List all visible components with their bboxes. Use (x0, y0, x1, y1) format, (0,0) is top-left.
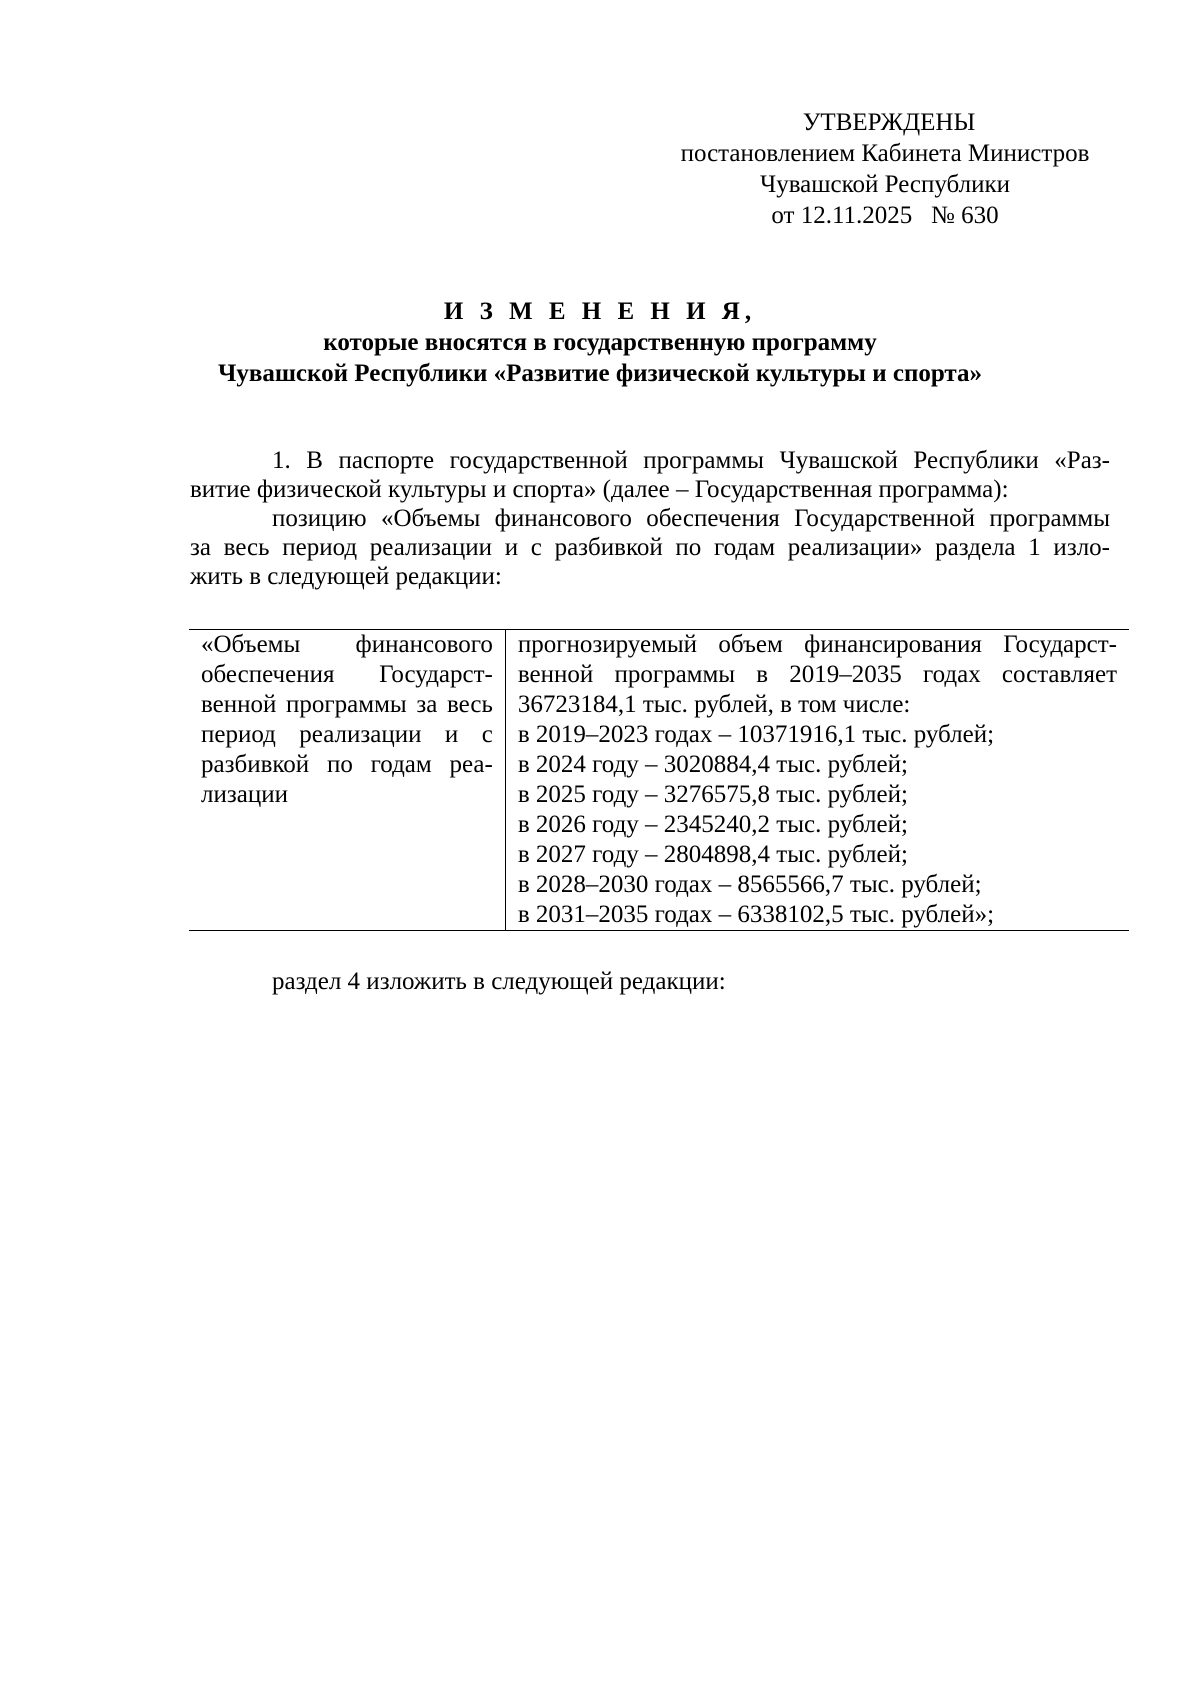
heading-subtitle-2: Чувашской Республики «Развитие физической культуры и спорта» (217, 360, 983, 387)
right-line: в 2026 году – 2345240,2 тыс. рублей; (517, 811, 908, 838)
left-line: «Объемы финансового (201, 631, 493, 658)
approval-title: УТВЕРЖДЕНЫ (802, 109, 976, 136)
paragraph-2-line-2: за весь период реализации и с разбивкой по годам реализации» раздела 1 изло- (190, 534, 1110, 561)
approval-line-1: постановлением Кабинета Министров (680, 140, 1090, 167)
table-row (189, 630, 1129, 931)
right-line: 36723184,1 тыс. рублей, в том числе: (517, 691, 911, 718)
right-line: в 2024 году – 3020884,4 тыс. рублей; (517, 751, 908, 778)
approval-date-number: от 12.11.2025 № 630 (771, 202, 999, 229)
closing-paragraph: раздел 4 изложить в следующей редакции: (272, 968, 726, 995)
paragraph-1-line-2: витие физической культуры и спорта» (далее – Государственная программа): (190, 476, 1009, 503)
paragraph-2 (190, 504, 1110, 591)
financing-table (189, 629, 1129, 931)
paragraph-1 (190, 446, 1110, 504)
left-line: разбивкой по годам реа- (201, 751, 493, 778)
table-right-cell (505, 630, 1129, 931)
right-line: в 2027 году – 2804898,4 тыс. рублей; (517, 841, 908, 868)
left-line: лизации (201, 781, 288, 808)
right-line: в 2019–2023 годах – 10371916,1 тыс. рублей; (517, 721, 995, 748)
right-line: в 2028–2030 годах – 8565566,7 тыс. рублей; (517, 871, 982, 898)
heading-subtitle-1: которые вносятся в государственную программу (323, 329, 877, 356)
left-line: обеспечения Государст- (201, 661, 493, 688)
table-left-cell (189, 630, 505, 931)
right-line: прогнозируемый объем финансирования Государст- (517, 631, 1117, 658)
paragraph-2-line-1: позицию «Объемы финансового обеспечения Государственной программы (272, 505, 1110, 532)
left-line: венной программы за весь (201, 691, 493, 718)
right-line: в 2025 году – 3276575,8 тыс. рублей; (517, 781, 908, 808)
right-line: венной программы в 2019–2035 годах составляет (517, 661, 1117, 688)
approval-line-2: Чувашской Республики (759, 171, 1011, 198)
heading-title: И З М Е Н Е Н И Я, (443, 298, 757, 325)
right-line: в 2031–2035 годах – 6338102,5 тыс. рублей»; (517, 901, 995, 928)
paragraph-2-line-3: жить в следующей редакции: (190, 563, 502, 590)
paragraph-1-line-1: 1. В паспорте государственной программы Чувашской Республики «Раз- (272, 447, 1110, 474)
left-line: период реализации и с (201, 721, 493, 748)
document-heading (0, 296, 1200, 389)
approval-stamp (640, 107, 1130, 231)
